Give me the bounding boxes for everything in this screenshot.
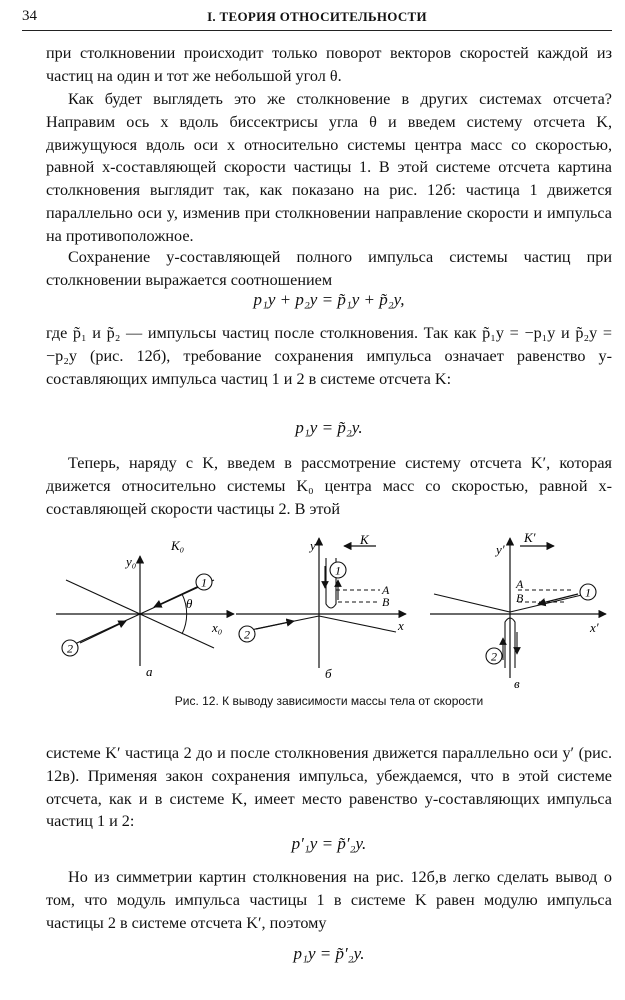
trajectory-line [140, 614, 214, 648]
point-a-label: A [382, 583, 390, 597]
point-b-label: B [382, 595, 390, 609]
y-axis-label: y′ [496, 542, 505, 557]
panel-b [236, 532, 406, 681]
figure-caption: Рис. 12. К выводу зависимости массы тела от скорости [174, 694, 484, 708]
trajectory-line [66, 580, 140, 614]
frame-label: K₀ [171, 538, 185, 553]
page-header [22, 4, 612, 31]
formula-equality-k-prime: p′₁y = p̃′₂y. [291, 834, 367, 853]
paragraph-7: Но из симметрии картин столкновения на рис. 12б,в легко сделать вывод о том, что модуль импульса частицы 1 в системе K равен модулю импульса частицы 2 в системе отсчета K′, поэтому [46, 868, 612, 932]
paragraph-2: Как будет выглядеть это же столкновение в других системах отсчета? Направим ось x вдоль биссектрисы угла θ и введем систему отсчета K, движущуюся вдоль оси x относительно системы центра масс со скоростью, равной x-составляющей скорости частицы 1. В этой системе отсчета картина столкновения выглядит так, как показано на рис. 12б: частица 1 движется параллельно оси y, изменив при столкновении направление скорости и импульса на противоположное. [46, 90, 612, 245]
paragraph-3: Сохранение y-составляющей полного импульса системы частиц при столкновении выражается соотношением [46, 248, 612, 289]
running-title: I. ТЕОРИЯ ОТНОСИТЕЛЬНОСТИ [207, 9, 427, 24]
particle-2-label: 2 [491, 649, 497, 664]
formula-final: p₁y = p̃′₂y. [293, 944, 365, 963]
velocity-arrow [80, 621, 126, 643]
point-a-label: A [516, 577, 524, 591]
velocity-arrow [154, 585, 201, 607]
paragraph-4: где p̃₁ и p̃₂ — импульсы частиц после столкновения. Так как p̃₁y = −p₁y и p̃₂y = −p₂y (рис. 12б), требование сохранения импульса означает равенство y-составляющих импульса частиц 1 и 2 в системе отсчета K: [46, 324, 612, 388]
particle-1-label: 1 [585, 585, 591, 600]
figure-12-diagram [46, 528, 612, 698]
angle-label: θ [186, 596, 193, 611]
formula-momentum-conservation: p₁y + p₂y = p̃₁y + p̃₂y, [253, 290, 405, 309]
paragraph-1: при столкновении происходит только поворот векторов скоростей каждой из частиц на один и тот же небольшой угол θ. [46, 44, 612, 85]
x-axis-label: x′ [590, 620, 599, 635]
particle-1-label: 1 [201, 575, 207, 590]
panel-sublabel: б [325, 666, 332, 681]
page-number: 34 [22, 8, 37, 24]
formula-equality-k: p₁y = p̃₂y. [295, 418, 363, 437]
paragraph-6: системе K′ частица 2 до и после столкновения движется параллельно оси y′ (рис. 12в). Применяя закон сохранения импульса, убеждаемся, что в этой системе отсчета, как и в системе K, имеет место равенство y-составляющих импульса частиц 1 и 2: [46, 744, 612, 831]
point-b-label: B [516, 591, 524, 605]
velocity-arrow [538, 594, 578, 604]
panel-c [430, 530, 606, 691]
frame-label: K′ [524, 530, 536, 545]
paragraph-5: Теперь, наряду с K, введем в рассмотрение систему отсчета K′, которая движется относительно системы K₀ центра масс со скоростью, равной x-составляющей скорости частицы 2. В этой [46, 454, 612, 518]
panel-sublabel: а [146, 664, 153, 679]
particle-2-label: 2 [244, 627, 250, 642]
trajectory-line [319, 616, 396, 632]
y-axis-label: y [310, 538, 316, 553]
trajectory-line [66, 614, 140, 648]
particle-2-label: 2 [67, 641, 73, 656]
x-axis-label: x [398, 618, 404, 633]
x-axis-label: x₀ [212, 620, 223, 635]
panel-sublabel: в [514, 676, 520, 691]
velocity-arrow [256, 621, 294, 629]
particle-1-label: 1 [335, 563, 341, 578]
figure-12 [46, 528, 612, 698]
y-axis-label: y₀ [126, 554, 137, 569]
trajectory-line [434, 594, 510, 612]
frame-label: K [360, 532, 369, 547]
panel-a [56, 538, 234, 679]
